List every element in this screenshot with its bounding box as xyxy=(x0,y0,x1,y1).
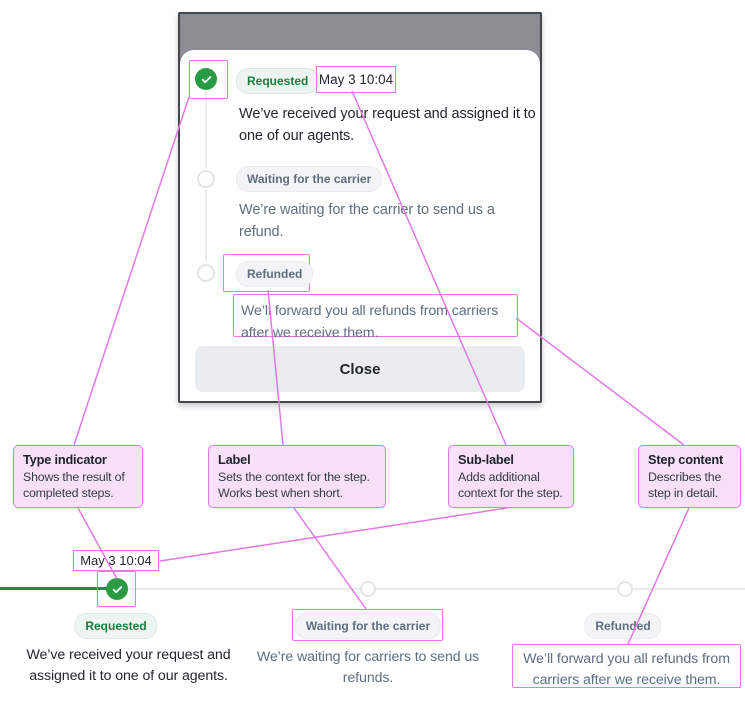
step-content: We’re waiting for carriers to send us refunds. xyxy=(256,649,480,686)
step-content: We’re waiting for the carrier to send us a refund. xyxy=(239,202,495,240)
step-content: We’ll forward you all refunds from carriers after we receive them. xyxy=(241,303,499,341)
step-type-indicator-upcoming xyxy=(617,581,633,597)
step-sublabel-text: May 3 10:04 xyxy=(318,72,394,87)
annotation-description: Describes the step in detail. xyxy=(648,469,722,500)
connector-line-label-bottom xyxy=(294,508,366,609)
annotation-card-step-content xyxy=(638,445,741,508)
step-type-indicator-upcoming xyxy=(360,581,376,597)
connector-line-sub-label-bottom xyxy=(160,508,507,561)
annotation-card-type-indicator xyxy=(13,445,143,508)
step-type-indicator-upcoming xyxy=(197,264,215,282)
close-button[interactable]: Close xyxy=(195,346,525,392)
step-label-badge: Waiting for the carrier xyxy=(236,166,382,192)
checkmark-icon xyxy=(111,583,124,596)
annotation-title: Label xyxy=(218,452,251,467)
step-type-indicator-completed xyxy=(195,68,217,90)
step-content: We’ve received your request and assigned it to one of our agents. xyxy=(26,647,231,684)
step-content: We’ll forward you all refunds from carriers after we receive them. xyxy=(523,651,730,688)
annotation-card-label xyxy=(208,445,386,508)
refund-status-modal xyxy=(178,12,542,403)
annotation-description: Sets the context for the step. Works best when short. xyxy=(218,469,370,500)
annotation-description: Adds additional context for the step. xyxy=(458,469,563,500)
stepper-rail xyxy=(205,92,207,168)
step-label-badge: Refunded xyxy=(236,261,313,287)
step-label-badge: Waiting for the carrier xyxy=(295,613,441,639)
annotation-card-sub-label xyxy=(448,445,574,508)
step-label-badge: Requested xyxy=(236,68,319,94)
annotation-description: Shows the result of completed steps. xyxy=(23,469,125,500)
step-sublabel xyxy=(73,550,159,571)
step-type-indicator-upcoming xyxy=(197,170,215,188)
checkmark-icon xyxy=(200,73,213,86)
annotation-title: Type indicator xyxy=(23,452,107,467)
modal-backdrop-header xyxy=(180,14,540,50)
annotation-title: Step content xyxy=(648,452,724,467)
annotation-title: Sub-label xyxy=(458,452,514,467)
step-label-badge: Refunded xyxy=(584,613,661,639)
step-sublabel-text: May 3 10:04 xyxy=(80,553,152,568)
connector-line-type-indicator-top xyxy=(74,97,189,445)
stepper-rail xyxy=(205,190,207,262)
step-type-indicator-completed xyxy=(106,578,128,600)
step-sublabel xyxy=(316,66,396,93)
timeline-line-completed xyxy=(0,587,108,590)
step-content: We’ve received your request and assigned it to one of our agents. xyxy=(239,106,536,144)
step-label-badge: Requested xyxy=(74,613,157,639)
